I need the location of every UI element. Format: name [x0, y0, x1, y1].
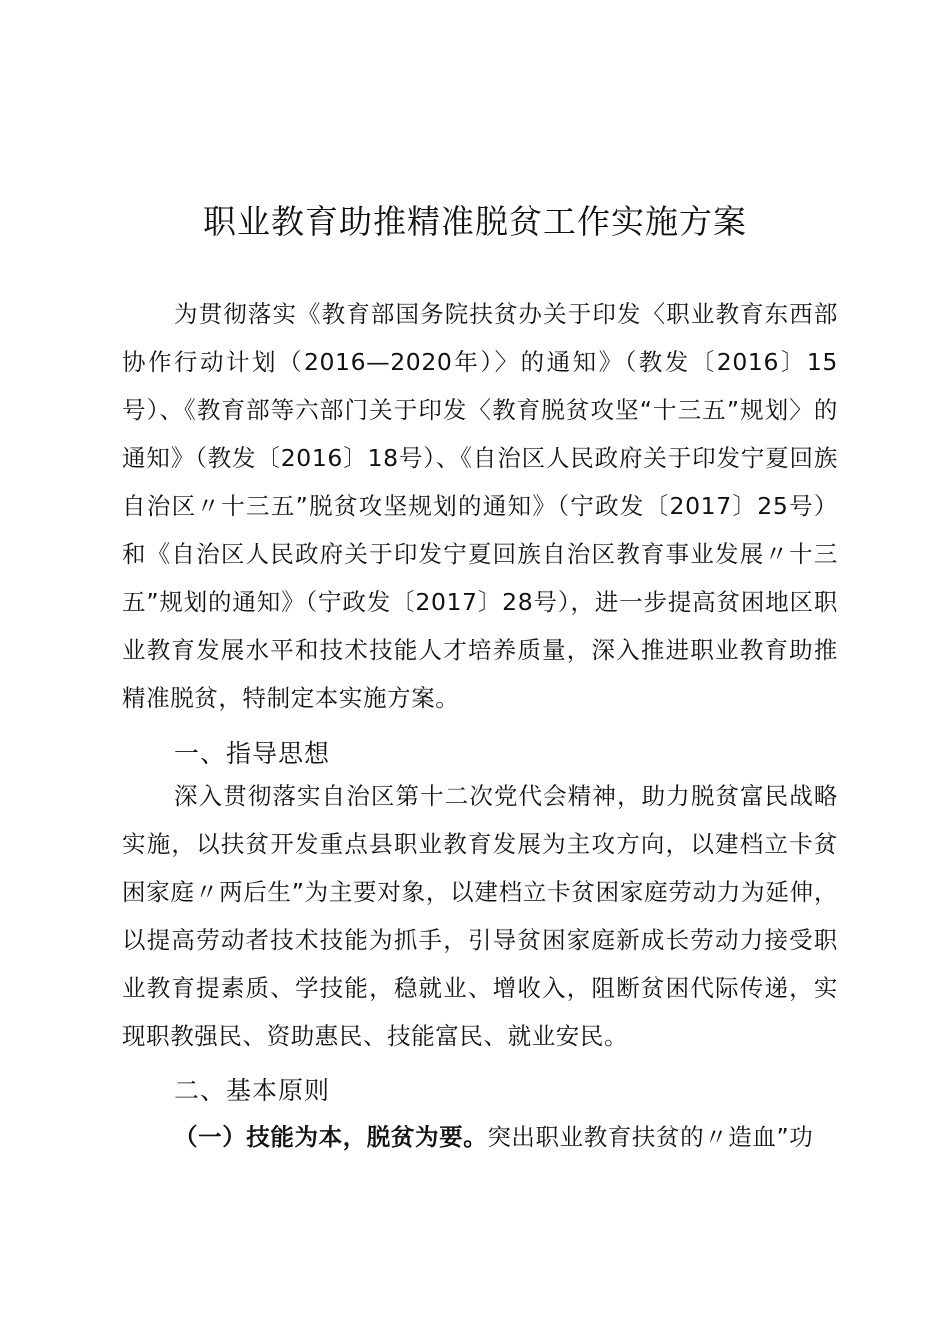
- principle-item-1: [122, 1113, 838, 1161]
- principle-item-1-lead: （一）技能为本，脱贫为要。: [174, 1123, 488, 1151]
- section-heading-basic-principles: 二、基本原则: [174, 1076, 331, 1105]
- principle-item-1-text: 突出职业教育扶贫的〃造血”功: [487, 1123, 814, 1151]
- section-heading-guiding-ideology: 一、指导思想: [174, 739, 331, 768]
- document-title: 职业教育助推精准脱贫工作实施方案: [203, 202, 747, 241]
- intro-paragraph: 为贯彻落实《教育部国务院扶贫办关于印发〈职业教育东西部协作行动计划（2016—2020年）〉的通知》（教发〔2016〕15号）、《教育部等六部门关于印发〈教育脱贫攻坚“十三五”规划〉的通知》（教发〔2016〕18号）、《自治区人民政府关于印发宁夏回族自治区〃十三五”脱贫攻坚规划的通知》（宁政发〔2017〕25号）和《自治区人民政府关于印发宁夏回族自治区教育事业发展〃十三五”规划的通知》（宁政发〔2017〕28号），进一步提高贫困地区职业教育发展水平和技术技能人才培养质量，深入推进职业教育助推精准脱贫，特制定本实施方案。: [122, 300, 838, 712]
- guiding-ideology-paragraph: 深入贯彻落实自治区第十二次党代会精神，助力脱贫富民战略实施，以扶贫开发重点县职业教育发展为主攻方向，以建档立卡贫困家庭〃两后生”为主要对象，以建档立卡贫困家庭劳动力为延伸，以提高劳动者技术技能为抓手，引导贫困家庭新成长劳动力接受职业教育提素质、学技能，稳就业、增收入，阻断贫困代际传递，实现职教强民、资助惠民、技能富民、就业安民。: [122, 782, 838, 1050]
